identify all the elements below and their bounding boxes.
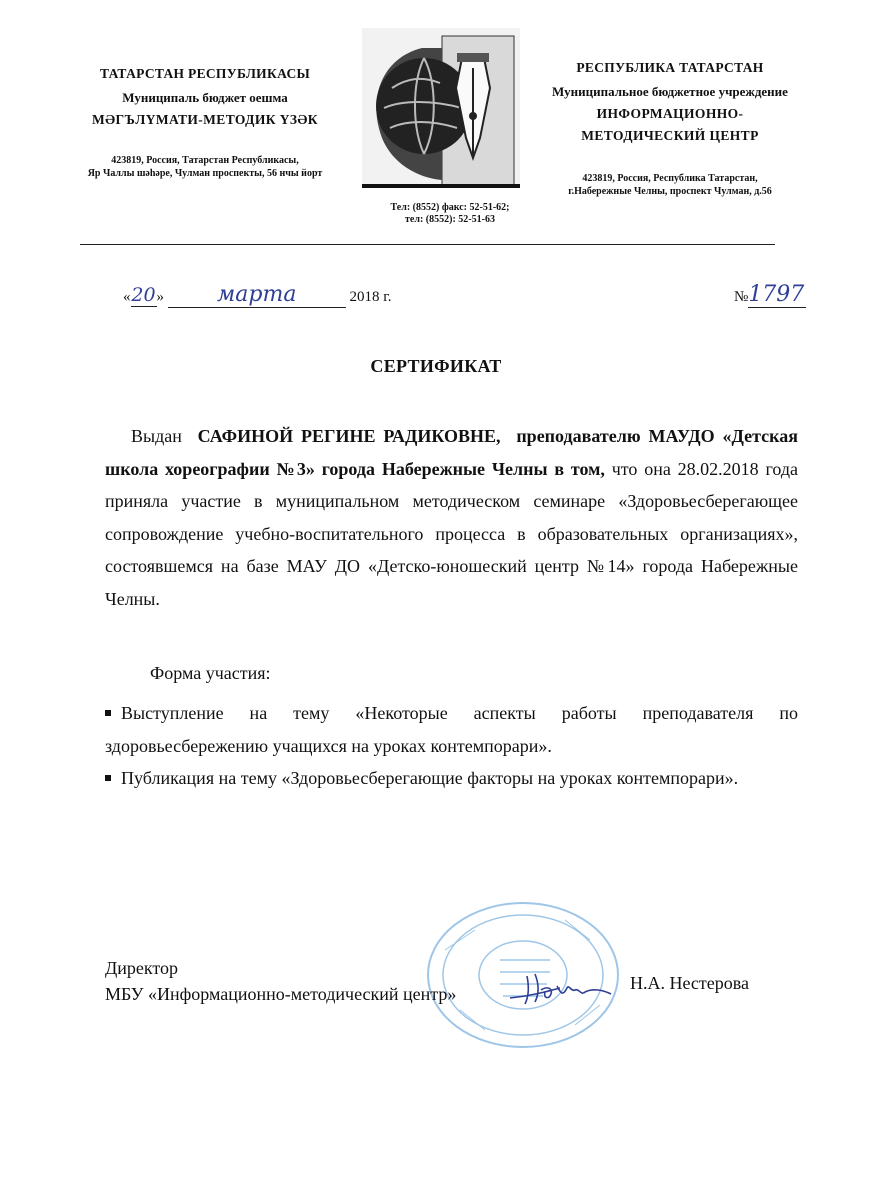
certificate-text: что она 28.02.2018 года приняла участие в муниципальном методическом семинаре «Здоровьесберегающее сопровождение учебно-воспитательного процесса в образовательных организациях», состоявшемся на базе МАУ ДО «Детско-юношеский центр №14» города Набережные Челны. — [105, 458, 799, 609]
number-prefix: № — [734, 289, 749, 305]
contacts-tel: тел: (8552): 52-51-63 — [405, 214, 495, 225]
header-right-address-1: 423819, Россия, Республика Татарстан, — [582, 173, 758, 184]
signer-position: Директор — [105, 958, 179, 978]
document-date — [123, 282, 391, 308]
document-number — [734, 282, 806, 308]
number-value: 1797 — [748, 282, 805, 307]
header-right-address-2: г.Набережные Челны, проспект Чулман, д.56 — [568, 186, 772, 197]
header-left-republic: ТАТАРСТАН РЕСПУБЛИКАСЫ — [99, 66, 311, 81]
date-close-quote: » — [156, 289, 164, 305]
header-left-address-2: Яр Чаллы шәһәре, Чулман проспекты, 56 нчы йорт — [87, 168, 323, 179]
header-right-org-type: Муниципальное бюджетное учреждение — [552, 84, 788, 99]
header-left — [60, 66, 350, 180]
contacts-tel-fax: Тел: (8552) факс: 52-51-62; — [390, 202, 510, 213]
certificate-body — [105, 420, 798, 615]
header-left-org-type: Муниципаль бюджет оешма — [122, 90, 288, 105]
recipient-role: преподавателю МАУДО «Детская школа хореографии №3» города Набережные Челны в том, — [105, 426, 799, 479]
participation-item-2: Публикация на тему «Здоровьесберегающие факторы на уроках контемпорари». — [121, 768, 739, 788]
bullet-icon — [105, 775, 111, 781]
header-left-org-name: МӘГЪЛҮМАТИ-МЕТОДИК ҮЗӘК — [92, 112, 318, 127]
handwritten-signature — [505, 968, 615, 1008]
signature-block — [105, 955, 456, 1007]
date-day: 20 — [131, 284, 156, 306]
contacts — [360, 202, 540, 226]
signer-name: Н.А. Нестерова — [630, 973, 750, 993]
issued-word: Выдан — [131, 426, 182, 446]
signer-organization: МБУ «Информационно-методический центр» — [105, 984, 457, 1004]
date-month: марта — [168, 282, 346, 308]
header-left-address-1: 423819, Россия, Татарстан Республикасы, — [111, 155, 299, 166]
date-year: 2018 г. — [349, 289, 392, 305]
bullet-icon — [105, 710, 111, 716]
date-open-quote: « — [123, 289, 131, 305]
participation-label: Форма участия: — [150, 663, 271, 683]
recipient-name: САФИНОЙ РЕГИНЕ РАДИКОВНЕ, — [197, 426, 501, 446]
participation-item-1: Выступление на тему «Некоторые аспекты работы преподавателя по здоровьесбережению учащихся на уроках контемпорари». — [105, 703, 798, 756]
header-right-org-name-2: МЕТОДИЧЕСКИЙ ЦЕНТР — [581, 128, 759, 143]
header-right-republic: РЕСПУБЛИКА ТАТАРСТАН — [576, 60, 764, 75]
header-right-org-name-1: ИНФОРМАЦИОННО- — [596, 106, 744, 121]
list-item — [105, 762, 798, 795]
participation-list — [105, 697, 798, 795]
header-divider — [80, 244, 775, 245]
list-item — [105, 697, 798, 762]
document-title: СЕРТИФИКАТ — [370, 356, 502, 376]
logo-underline — [362, 184, 520, 188]
organization-logo — [362, 28, 520, 188]
header-right — [520, 60, 820, 198]
